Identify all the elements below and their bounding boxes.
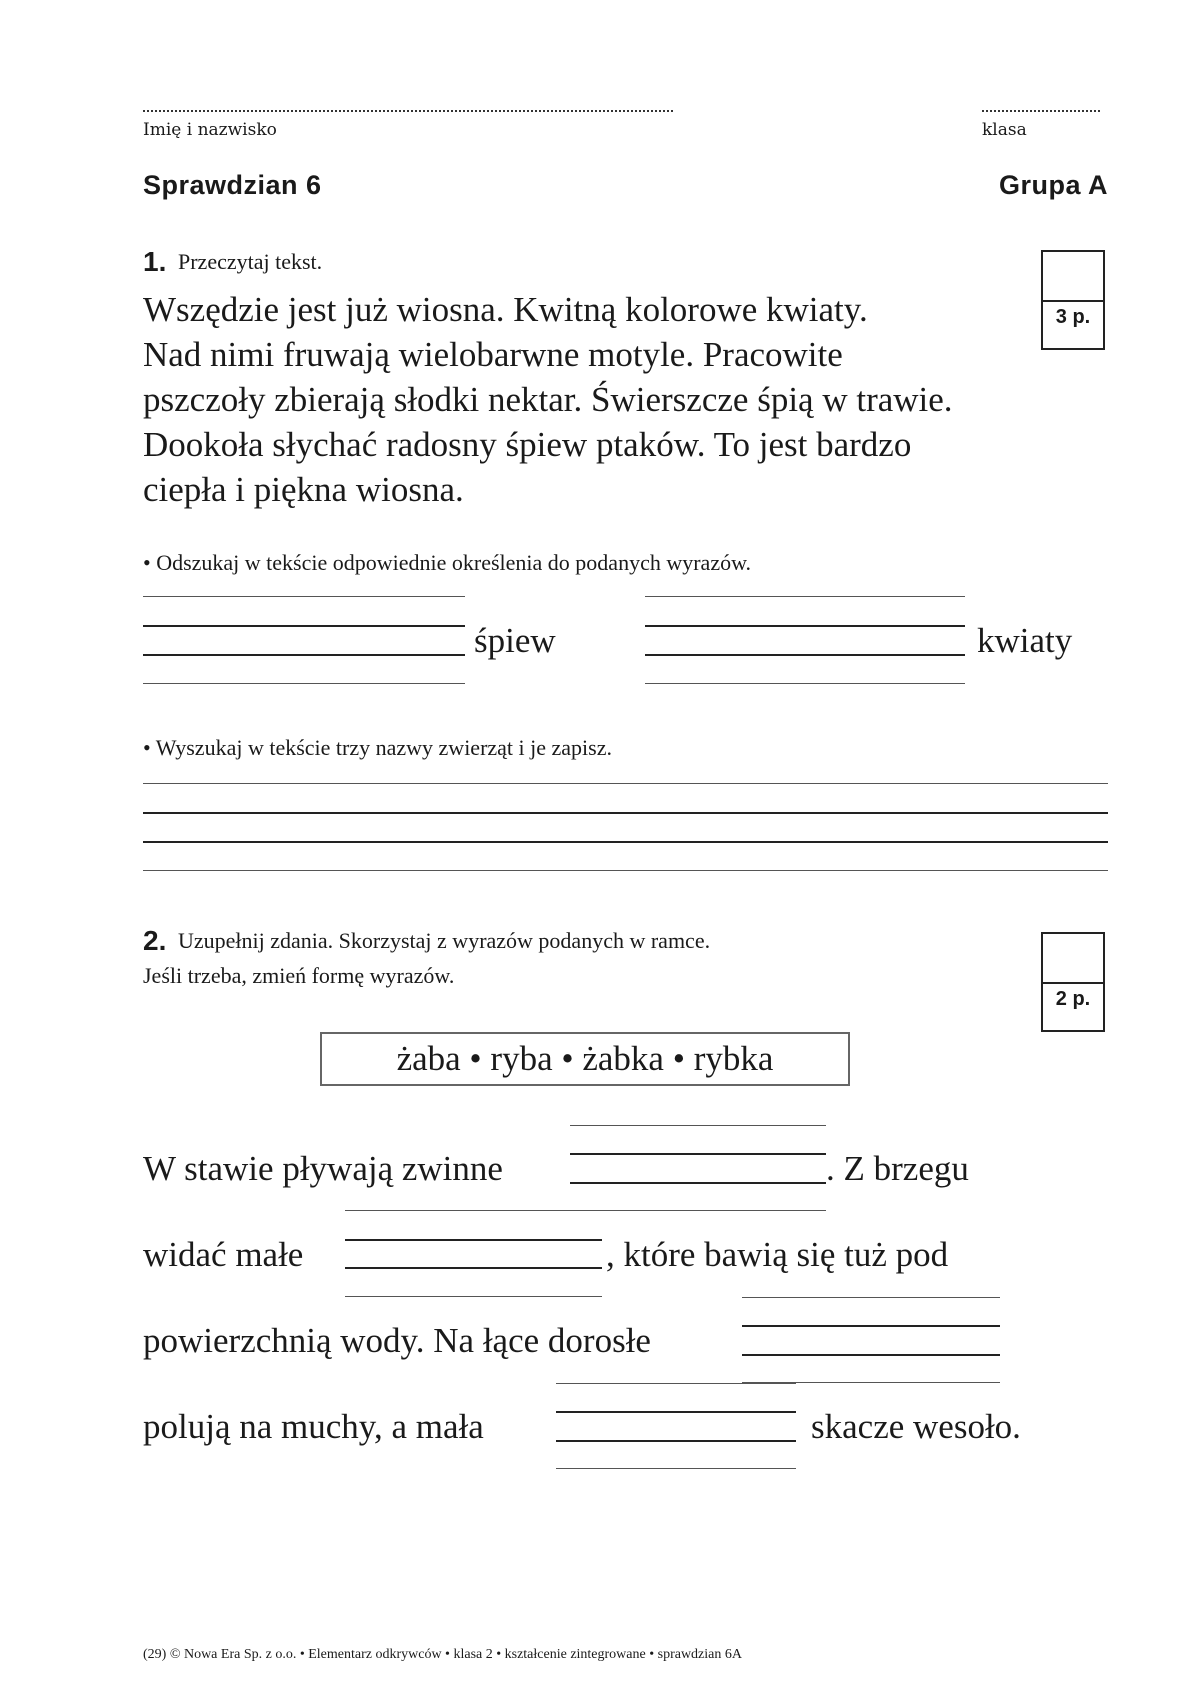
sentence-4a: polują na muchy, a mała xyxy=(143,1407,484,1446)
answer-line[interactable] xyxy=(143,654,465,656)
sentence-2b: , które bawią się tuż pod xyxy=(606,1235,949,1274)
task1-sub-instruction-1: • Odszukaj w tekście odpowiednie określenia do podanych wyrazów. xyxy=(143,550,752,575)
answer-line[interactable] xyxy=(570,1125,826,1126)
answer-line[interactable] xyxy=(645,596,965,597)
answer-line[interactable] xyxy=(570,1210,826,1211)
sentence-2a: widać małe xyxy=(143,1235,304,1274)
word-bank-box: żaba • ryba • żabka • rybka xyxy=(320,1032,850,1086)
answer-line[interactable] xyxy=(742,1297,1000,1298)
text-line: Dookoła słychać radosny śpiew ptaków. To jest bardzo xyxy=(143,425,912,464)
sentence-1a: W stawie pływają zwinne xyxy=(143,1149,503,1188)
group-label: Grupa A xyxy=(998,170,1108,200)
task2-number: 2. xyxy=(143,925,167,956)
answer-line[interactable] xyxy=(570,1153,826,1155)
name-dotted-line[interactable] xyxy=(143,110,673,112)
sentence-3a: powierzchnią wody. Na łące dorosłe xyxy=(143,1321,651,1360)
answer-line[interactable] xyxy=(645,625,965,627)
answer-line[interactable] xyxy=(570,1182,826,1184)
text-line: Nad nimi fruwają wielobarwne motyle. Pracowite xyxy=(143,335,843,374)
task1-points: 3 p. xyxy=(1055,306,1091,328)
answer-line[interactable] xyxy=(742,1325,1000,1327)
word-spiew: śpiew xyxy=(474,621,556,660)
answer-line[interactable] xyxy=(556,1440,796,1442)
task1-number: 1. xyxy=(143,246,167,277)
task2-instruction-2: Jeśli trzeba, zmień formę wyrazów. xyxy=(143,963,455,988)
answer-line[interactable] xyxy=(645,654,965,656)
text-line: Wszędzie jest już wiosna. Kwitną kolorowe kwiaty. xyxy=(143,290,868,329)
answer-line[interactable] xyxy=(556,1411,796,1413)
task1-sub-instruction-2: • Wyszukaj w tekście trzy nazwy zwierząt i je zapisz. xyxy=(143,735,612,760)
answer-line[interactable] xyxy=(143,596,465,597)
footer-copyright: (29) © Nowa Era Sp. z o.o. • Elementarz odkrywców • klasa 2 • kształcenie zintegrowane • sprawdzian 6A xyxy=(143,1647,742,1662)
class-dotted-line[interactable] xyxy=(982,110,1100,112)
answer-line[interactable] xyxy=(143,870,1108,871)
answer-line[interactable] xyxy=(143,841,1108,843)
task2-points: 2 p. xyxy=(1055,988,1091,1010)
answer-line[interactable] xyxy=(143,783,1108,784)
answer-line[interactable] xyxy=(742,1354,1000,1356)
class-label: klasa xyxy=(982,120,1027,140)
sentence-4b: skacze wesoło. xyxy=(811,1407,1021,1446)
reading-text xyxy=(143,287,1103,512)
task2-instruction-1: Uzupełnij zdania. Skorzystaj z wyrazów podanych w ramce. xyxy=(178,928,711,953)
answer-line[interactable] xyxy=(345,1210,602,1211)
answer-line[interactable] xyxy=(345,1239,602,1241)
name-label: Imię i nazwisko xyxy=(143,120,277,140)
sentence-1b: . Z brzegu xyxy=(826,1149,969,1188)
answer-line[interactable] xyxy=(143,683,465,684)
answer-line[interactable] xyxy=(645,683,965,684)
answer-line[interactable] xyxy=(345,1296,602,1297)
test-title: Sprawdzian 6 xyxy=(143,170,322,200)
answer-line[interactable] xyxy=(345,1267,602,1269)
score-divider xyxy=(1043,982,1103,984)
answer-line[interactable] xyxy=(143,625,465,627)
text-line: ciepła i piękna wiosna. xyxy=(143,470,464,509)
answer-line[interactable] xyxy=(556,1468,796,1469)
word-kwiaty: kwiaty xyxy=(977,621,1073,660)
answer-line[interactable] xyxy=(143,812,1108,814)
task2-score-box[interactable] xyxy=(1041,932,1105,1032)
task1-instruction: Przeczytaj tekst. xyxy=(178,249,323,274)
answer-line[interactable] xyxy=(556,1383,796,1384)
text-line: pszczoły zbierają słodki nektar. Świerszcze śpią w trawie. xyxy=(143,380,953,419)
